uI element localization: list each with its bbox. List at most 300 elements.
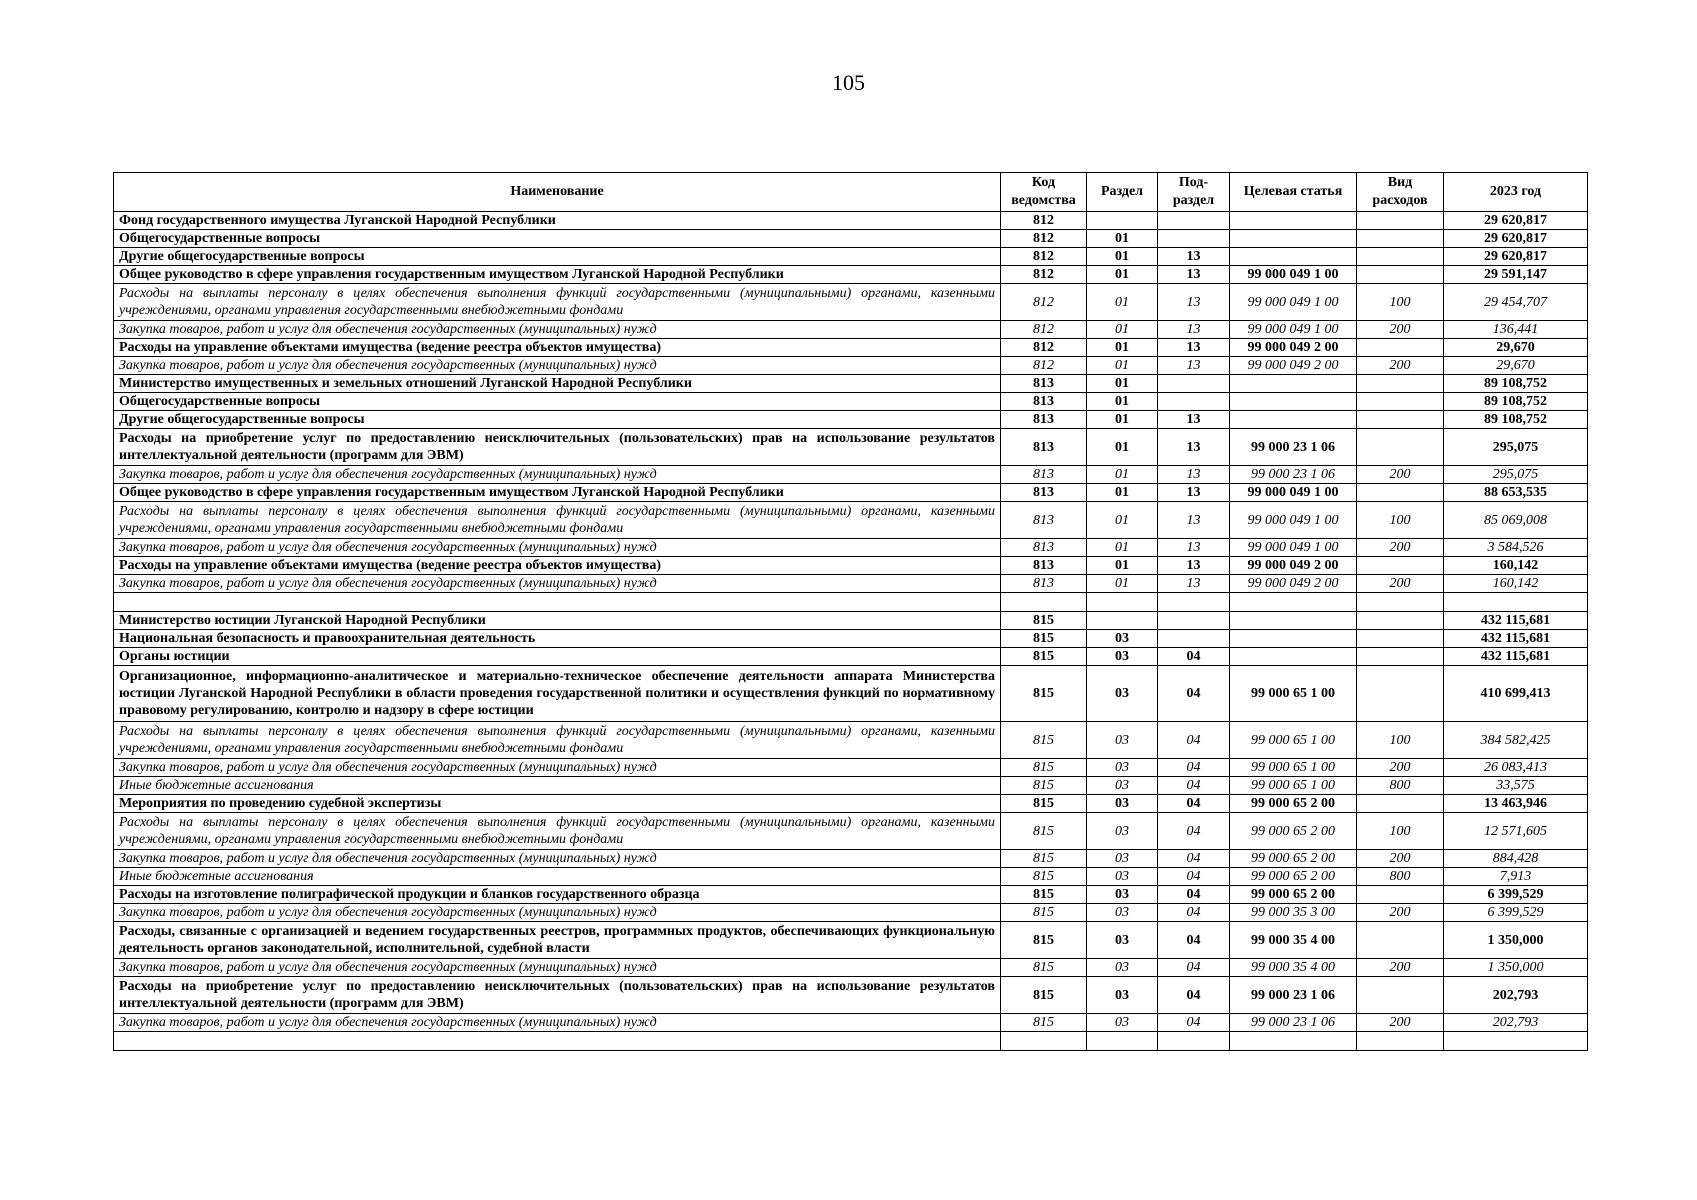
cell-dept-code: 815 <box>1001 612 1087 630</box>
cell-section: 03 <box>1087 850 1158 868</box>
cell-amount: 29 620,817 <box>1444 230 1588 248</box>
cell-name: Закупка товаров, работ и услуг для обеспечения государственных (муниципальных) нужд <box>114 904 1001 922</box>
table-row <box>114 850 1588 868</box>
cell-target-article: 99 000 65 1 00 <box>1230 722 1357 759</box>
cell-dept-code: 815 <box>1001 722 1087 759</box>
cell-section: 01 <box>1087 230 1158 248</box>
table-row <box>114 321 1588 339</box>
cell-target-article: 99 000 65 2 00 <box>1230 868 1357 886</box>
cell-target-article: 99 000 23 1 06 <box>1230 429 1357 466</box>
cell-name: Министерство имущественных и земельных отношений Луганской Народной Республики <box>114 375 1001 393</box>
header-subsection: Под- раздел <box>1158 173 1230 212</box>
cell-name: Иные бюджетные ассигнования <box>114 868 1001 886</box>
cell-section: 01 <box>1087 266 1158 284</box>
cell-name: Общегосударственные вопросы <box>114 393 1001 411</box>
cell-expense-type <box>1357 248 1444 266</box>
cell-section: 03 <box>1087 795 1158 813</box>
header-expense-type: Вид расходов <box>1357 173 1444 212</box>
cell-subsection: 13 <box>1158 557 1230 575</box>
cell-name: Закупка товаров, работ и услуг для обеспечения государственных (муниципальных) нужд <box>114 1014 1001 1032</box>
cell-target-article: 99 000 65 1 00 <box>1230 666 1357 722</box>
cell-section: 01 <box>1087 393 1158 411</box>
cell-amount: 884,428 <box>1444 850 1588 868</box>
cell-amount: 136,441 <box>1444 321 1588 339</box>
cell-section <box>1087 1032 1158 1051</box>
cell-section: 01 <box>1087 575 1158 593</box>
cell-expense-type: 100 <box>1357 502 1444 539</box>
table-row <box>114 266 1588 284</box>
cell-name: Расходы на управление объектами имущества (ведение реестра объектов имущества) <box>114 557 1001 575</box>
cell-name: Общее руководство в сфере управления государственным имуществом Луганской Народной Республики <box>114 484 1001 502</box>
cell-name: Национальная безопасность и правоохранительная деятельность <box>114 630 1001 648</box>
cell-target-article <box>1230 411 1357 429</box>
table-row <box>114 393 1588 411</box>
header-year: 2023 год <box>1444 173 1588 212</box>
cell-expense-type <box>1357 666 1444 722</box>
cell-name: Расходы, связанные с организацией и ведением государственных реестров, программных продуктов, обеспечивающих функциональную деятельность органов законодательной, исполнительной, судебной власти <box>114 922 1001 959</box>
table-row <box>114 922 1588 959</box>
cell-expense-type <box>1357 977 1444 1014</box>
cell-section: 03 <box>1087 759 1158 777</box>
cell-amount: 1 350,000 <box>1444 922 1588 959</box>
cell-target-article: 99 000 049 2 00 <box>1230 575 1357 593</box>
table-row <box>114 612 1588 630</box>
header-dept-code: Код ведомства <box>1001 173 1087 212</box>
cell-target-article: 99 000 049 1 00 <box>1230 484 1357 502</box>
cell-section <box>1087 212 1158 230</box>
cell-dept-code: 812 <box>1001 339 1087 357</box>
cell-dept-code <box>1001 593 1087 612</box>
cell-amount: 202,793 <box>1444 1014 1588 1032</box>
cell-target-article: 99 000 65 2 00 <box>1230 886 1357 904</box>
cell-amount: 89 108,752 <box>1444 393 1588 411</box>
cell-amount: 89 108,752 <box>1444 411 1588 429</box>
cell-section: 03 <box>1087 648 1158 666</box>
cell-subsection: 04 <box>1158 977 1230 1014</box>
cell-dept-code: 815 <box>1001 959 1087 977</box>
table-row <box>114 593 1588 612</box>
cell-subsection: 13 <box>1158 284 1230 321</box>
cell-target-article <box>1230 648 1357 666</box>
cell-section: 01 <box>1087 375 1158 393</box>
cell-target-article: 99 000 65 2 00 <box>1230 813 1357 850</box>
cell-subsection: 13 <box>1158 248 1230 266</box>
table-row <box>114 429 1588 466</box>
cell-name: Расходы на управление объектами имущества (ведение реестра объектов имущества) <box>114 339 1001 357</box>
cell-target-article <box>1230 248 1357 266</box>
cell-subsection: 13 <box>1158 502 1230 539</box>
table-row <box>114 212 1588 230</box>
cell-subsection: 13 <box>1158 575 1230 593</box>
table-row <box>114 575 1588 593</box>
cell-subsection <box>1158 612 1230 630</box>
cell-name: Мероприятия по проведению судебной экспертизы <box>114 795 1001 813</box>
cell-expense-type <box>1357 411 1444 429</box>
cell-amount: 384 582,425 <box>1444 722 1588 759</box>
cell-amount: 6 399,529 <box>1444 886 1588 904</box>
cell-subsection <box>1158 393 1230 411</box>
cell-expense-type <box>1357 630 1444 648</box>
cell-name: Расходы на приобретение услуг по предоставлению неисключительных (пользовательских) прав на использование результатов интеллектуальной деятельности (программ для ЭВМ) <box>114 977 1001 1014</box>
table-row <box>114 230 1588 248</box>
cell-section: 01 <box>1087 411 1158 429</box>
table-row <box>114 1014 1588 1032</box>
cell-target-article: 99 000 65 1 00 <box>1230 759 1357 777</box>
cell-section <box>1087 593 1158 612</box>
table-row <box>114 357 1588 375</box>
table-row <box>114 375 1588 393</box>
cell-amount: 29 620,817 <box>1444 212 1588 230</box>
cell-expense-type: 200 <box>1357 904 1444 922</box>
cell-section: 03 <box>1087 722 1158 759</box>
cell-section: 03 <box>1087 1014 1158 1032</box>
cell-dept-code: 815 <box>1001 850 1087 868</box>
table-row <box>114 904 1588 922</box>
cell-subsection: 04 <box>1158 759 1230 777</box>
cell-name: Расходы на изготовление полиграфической продукции и бланков государственного образца <box>114 886 1001 904</box>
cell-subsection: 04 <box>1158 850 1230 868</box>
cell-dept-code: 812 <box>1001 284 1087 321</box>
cell-dept-code: 813 <box>1001 575 1087 593</box>
cell-amount: 26 083,413 <box>1444 759 1588 777</box>
cell-expense-type <box>1357 795 1444 813</box>
cell-name: Расходы на выплаты персоналу в целях обеспечения выполнения функций государственными (муниципальными) органами, казенными учреждениями, органами управления государственными внебюджетными фондами <box>114 722 1001 759</box>
cell-dept-code: 812 <box>1001 357 1087 375</box>
table-row <box>114 648 1588 666</box>
budget-table <box>113 172 1588 1051</box>
cell-name: Закупка товаров, работ и услуг для обеспечения государственных (муниципальных) нужд <box>114 850 1001 868</box>
cell-amount: 1 350,000 <box>1444 959 1588 977</box>
cell-target-article: 99 000 23 1 06 <box>1230 466 1357 484</box>
table-row <box>114 868 1588 886</box>
cell-expense-type <box>1357 593 1444 612</box>
cell-subsection: 04 <box>1158 904 1230 922</box>
cell-target-article: 99 000 65 2 00 <box>1230 795 1357 813</box>
cell-target-article: 99 000 23 1 06 <box>1230 1014 1357 1032</box>
cell-name: Другие общегосударственные вопросы <box>114 248 1001 266</box>
table-row <box>114 630 1588 648</box>
table-row <box>114 959 1588 977</box>
cell-target-article: 99 000 049 2 00 <box>1230 357 1357 375</box>
cell-subsection: 04 <box>1158 1014 1230 1032</box>
table-row <box>114 539 1588 557</box>
cell-target-article: 99 000 35 4 00 <box>1230 922 1357 959</box>
cell-expense-type <box>1357 484 1444 502</box>
cell-amount: 160,142 <box>1444 557 1588 575</box>
cell-target-article: 99 000 049 2 00 <box>1230 557 1357 575</box>
cell-expense-type: 100 <box>1357 813 1444 850</box>
cell-section: 03 <box>1087 630 1158 648</box>
cell-expense-type: 200 <box>1357 575 1444 593</box>
cell-subsection: 04 <box>1158 666 1230 722</box>
cell-target-article: 99 000 049 1 00 <box>1230 321 1357 339</box>
table-row <box>114 248 1588 266</box>
cell-name: Министерство юстиции Луганской Народной Республики <box>114 612 1001 630</box>
table-row <box>114 795 1588 813</box>
cell-expense-type <box>1357 393 1444 411</box>
cell-section: 03 <box>1087 922 1158 959</box>
cell-amount <box>1444 1032 1588 1051</box>
cell-expense-type <box>1357 266 1444 284</box>
cell-name: Закупка товаров, работ и услуг для обеспечения государственных (муниципальных) нужд <box>114 959 1001 977</box>
cell-subsection: 13 <box>1158 429 1230 466</box>
cell-expense-type: 200 <box>1357 321 1444 339</box>
cell-dept-code: 815 <box>1001 1014 1087 1032</box>
cell-expense-type <box>1357 557 1444 575</box>
cell-dept-code: 815 <box>1001 922 1087 959</box>
cell-amount: 29,670 <box>1444 357 1588 375</box>
cell-amount: 295,075 <box>1444 429 1588 466</box>
cell-amount: 7,913 <box>1444 868 1588 886</box>
header-section: Раздел <box>1087 173 1158 212</box>
page-number: 105 <box>832 70 865 95</box>
table-row <box>114 466 1588 484</box>
cell-expense-type: 200 <box>1357 1014 1444 1032</box>
cell-section: 01 <box>1087 429 1158 466</box>
cell-name: Закупка товаров, работ и услуг для обеспечения государственных (муниципальных) нужд <box>114 357 1001 375</box>
cell-subsection <box>1158 212 1230 230</box>
cell-target-article <box>1230 375 1357 393</box>
cell-target-article: 99 000 049 1 00 <box>1230 502 1357 539</box>
cell-expense-type <box>1357 1032 1444 1051</box>
table-row <box>114 557 1588 575</box>
cell-name: Фонд государственного имущества Луганской Народной Республики <box>114 212 1001 230</box>
cell-section: 01 <box>1087 557 1158 575</box>
cell-amount: 6 399,529 <box>1444 904 1588 922</box>
cell-target-article <box>1230 393 1357 411</box>
table-row <box>114 759 1588 777</box>
cell-subsection: 04 <box>1158 959 1230 977</box>
cell-dept-code: 813 <box>1001 411 1087 429</box>
cell-dept-code: 813 <box>1001 557 1087 575</box>
cell-amount: 33,575 <box>1444 777 1588 795</box>
cell-subsection: 04 <box>1158 886 1230 904</box>
cell-name: Закупка товаров, работ и услуг для обеспечения государственных (муниципальных) нужд <box>114 466 1001 484</box>
cell-subsection: 13 <box>1158 466 1230 484</box>
cell-name: Органы юстиции <box>114 648 1001 666</box>
cell-subsection: 13 <box>1158 357 1230 375</box>
cell-dept-code: 815 <box>1001 648 1087 666</box>
cell-amount: 89 108,752 <box>1444 375 1588 393</box>
cell-section <box>1087 612 1158 630</box>
table-row <box>114 484 1588 502</box>
table-row <box>114 1032 1588 1051</box>
table-row <box>114 813 1588 850</box>
cell-subsection <box>1158 1032 1230 1051</box>
cell-name: Другие общегосударственные вопросы <box>114 411 1001 429</box>
cell-subsection: 04 <box>1158 868 1230 886</box>
cell-name: Общее руководство в сфере управления государственным имуществом Луганской Народной Республики <box>114 266 1001 284</box>
table-row <box>114 722 1588 759</box>
cell-dept-code: 812 <box>1001 248 1087 266</box>
cell-subsection: 13 <box>1158 321 1230 339</box>
cell-dept-code: 812 <box>1001 230 1087 248</box>
cell-name: Закупка товаров, работ и услуг для обеспечения государственных (муниципальных) нужд <box>114 759 1001 777</box>
cell-dept-code: 815 <box>1001 977 1087 1014</box>
cell-name: Расходы на выплаты персоналу в целях обеспечения выполнения функций государственными (муниципальными) органами, казенными учреждениями, органами управления государственными внебюджетными фондами <box>114 813 1001 850</box>
cell-section: 01 <box>1087 339 1158 357</box>
cell-target-article <box>1230 630 1357 648</box>
cell-amount: 88 653,535 <box>1444 484 1588 502</box>
cell-amount: 432 115,681 <box>1444 612 1588 630</box>
cell-name: Расходы на выплаты персоналу в целях обеспечения выполнения функций государственными (муниципальными) органами, казенными учреждениями, органами управления государственными внебюджетными фондами <box>114 502 1001 539</box>
cell-dept-code: 815 <box>1001 777 1087 795</box>
cell-amount: 160,142 <box>1444 575 1588 593</box>
cell-subsection: 04 <box>1158 795 1230 813</box>
header-name: Наименование <box>114 173 1001 212</box>
cell-dept-code: 815 <box>1001 904 1087 922</box>
cell-expense-type <box>1357 612 1444 630</box>
cell-dept-code: 815 <box>1001 813 1087 850</box>
cell-amount: 29,670 <box>1444 339 1588 357</box>
cell-expense-type <box>1357 212 1444 230</box>
cell-section: 01 <box>1087 466 1158 484</box>
cell-section: 01 <box>1087 321 1158 339</box>
cell-dept-code: 813 <box>1001 375 1087 393</box>
cell-dept-code: 815 <box>1001 886 1087 904</box>
cell-section: 01 <box>1087 484 1158 502</box>
cell-dept-code: 813 <box>1001 484 1087 502</box>
cell-dept-code: 815 <box>1001 795 1087 813</box>
cell-name: Общегосударственные вопросы <box>114 230 1001 248</box>
cell-expense-type <box>1357 886 1444 904</box>
cell-subsection: 04 <box>1158 922 1230 959</box>
cell-section: 03 <box>1087 666 1158 722</box>
cell-subsection <box>1158 593 1230 612</box>
cell-name <box>114 593 1001 612</box>
table-row <box>114 886 1588 904</box>
cell-dept-code: 812 <box>1001 266 1087 284</box>
cell-dept-code: 812 <box>1001 212 1087 230</box>
cell-amount: 12 571,605 <box>1444 813 1588 850</box>
cell-dept-code: 813 <box>1001 539 1087 557</box>
cell-dept-code <box>1001 1032 1087 1051</box>
cell-dept-code: 813 <box>1001 393 1087 411</box>
cell-name: Расходы на приобретение услуг по предоставлению неисключительных (пользовательских) прав на использование результатов интеллектуальной деятельности (программ для ЭВМ) <box>114 429 1001 466</box>
table-row <box>114 284 1588 321</box>
cell-expense-type: 100 <box>1357 722 1444 759</box>
table-row <box>114 502 1588 539</box>
cell-target-article: 99 000 049 1 00 <box>1230 539 1357 557</box>
table-row <box>114 977 1588 1014</box>
cell-section: 01 <box>1087 284 1158 321</box>
table-body <box>114 212 1588 1051</box>
cell-section: 03 <box>1087 959 1158 977</box>
cell-subsection: 04 <box>1158 722 1230 759</box>
cell-expense-type <box>1357 230 1444 248</box>
cell-amount: 432 115,681 <box>1444 630 1588 648</box>
cell-expense-type: 100 <box>1357 284 1444 321</box>
cell-dept-code: 815 <box>1001 630 1087 648</box>
cell-target-article <box>1230 593 1357 612</box>
cell-section: 01 <box>1087 502 1158 539</box>
cell-dept-code: 813 <box>1001 429 1087 466</box>
cell-dept-code: 813 <box>1001 466 1087 484</box>
cell-expense-type <box>1357 429 1444 466</box>
cell-amount: 202,793 <box>1444 977 1588 1014</box>
cell-expense-type: 800 <box>1357 777 1444 795</box>
cell-subsection: 13 <box>1158 339 1230 357</box>
table-row <box>114 411 1588 429</box>
cell-target-article: 99 000 65 2 00 <box>1230 850 1357 868</box>
cell-section: 03 <box>1087 868 1158 886</box>
cell-name: Расходы на выплаты персоналу в целях обеспечения выполнения функций государственными (муниципальными) органами, казенными учреждениями, органами управления государственными внебюджетными фондами <box>114 284 1001 321</box>
cell-expense-type <box>1357 339 1444 357</box>
cell-target-article: 99 000 049 1 00 <box>1230 266 1357 284</box>
cell-target-article: 99 000 049 2 00 <box>1230 339 1357 357</box>
cell-section: 03 <box>1087 886 1158 904</box>
cell-dept-code: 812 <box>1001 321 1087 339</box>
cell-subsection: 13 <box>1158 539 1230 557</box>
cell-expense-type: 800 <box>1357 868 1444 886</box>
cell-target-article: 99 000 65 1 00 <box>1230 777 1357 795</box>
cell-target-article: 99 000 35 4 00 <box>1230 959 1357 977</box>
cell-subsection <box>1158 230 1230 248</box>
cell-amount: 29 454,707 <box>1444 284 1588 321</box>
cell-target-article: 99 000 23 1 06 <box>1230 977 1357 1014</box>
cell-target-article: 99 000 049 1 00 <box>1230 284 1357 321</box>
cell-amount: 3 584,526 <box>1444 539 1588 557</box>
cell-expense-type: 200 <box>1357 850 1444 868</box>
cell-section: 03 <box>1087 904 1158 922</box>
header-target-article: Целевая статья <box>1230 173 1357 212</box>
cell-dept-code: 815 <box>1001 666 1087 722</box>
table-row <box>114 339 1588 357</box>
cell-expense-type <box>1357 648 1444 666</box>
cell-subsection: 13 <box>1158 266 1230 284</box>
cell-dept-code: 815 <box>1001 868 1087 886</box>
cell-name: Закупка товаров, работ и услуг для обеспечения государственных (муниципальных) нужд <box>114 575 1001 593</box>
cell-name: Закупка товаров, работ и услуг для обеспечения государственных (муниципальных) нужд <box>114 321 1001 339</box>
cell-amount: 29 591,147 <box>1444 266 1588 284</box>
cell-target-article <box>1230 1032 1357 1051</box>
cell-amount <box>1444 593 1588 612</box>
cell-name: Организационное, информационно-аналитическое и материально-техническое обеспечение деятельности аппарата Министерства юстиции Луганской Народной Республики в области проведения государственной политики и осуществления функций по нормативному правовому регулированию, контролю и надзору в сфере юстиции <box>114 666 1001 722</box>
cell-target-article <box>1230 212 1357 230</box>
cell-section: 01 <box>1087 539 1158 557</box>
cell-name <box>114 1032 1001 1051</box>
cell-name: Закупка товаров, работ и услуг для обеспечения государственных (муниципальных) нужд <box>114 539 1001 557</box>
cell-subsection <box>1158 630 1230 648</box>
table-row <box>114 777 1588 795</box>
cell-section: 03 <box>1087 813 1158 850</box>
cell-section: 03 <box>1087 777 1158 795</box>
cell-expense-type: 200 <box>1357 466 1444 484</box>
cell-dept-code: 815 <box>1001 759 1087 777</box>
cell-amount: 85 069,008 <box>1444 502 1588 539</box>
cell-expense-type: 200 <box>1357 357 1444 375</box>
cell-subsection: 04 <box>1158 813 1230 850</box>
cell-amount: 13 463,946 <box>1444 795 1588 813</box>
cell-section: 01 <box>1087 357 1158 375</box>
cell-expense-type <box>1357 375 1444 393</box>
table-header-row <box>114 173 1588 212</box>
cell-name: Иные бюджетные ассигнования <box>114 777 1001 795</box>
cell-subsection <box>1158 375 1230 393</box>
cell-target-article: 99 000 35 3 00 <box>1230 904 1357 922</box>
cell-amount: 29 620,817 <box>1444 248 1588 266</box>
cell-amount: 432 115,681 <box>1444 648 1588 666</box>
cell-subsection: 04 <box>1158 648 1230 666</box>
cell-section: 01 <box>1087 248 1158 266</box>
cell-expense-type: 200 <box>1357 539 1444 557</box>
cell-target-article <box>1230 230 1357 248</box>
cell-expense-type: 200 <box>1357 759 1444 777</box>
table-row <box>114 666 1588 722</box>
cell-target-article <box>1230 612 1357 630</box>
cell-expense-type: 200 <box>1357 959 1444 977</box>
cell-subsection: 13 <box>1158 484 1230 502</box>
